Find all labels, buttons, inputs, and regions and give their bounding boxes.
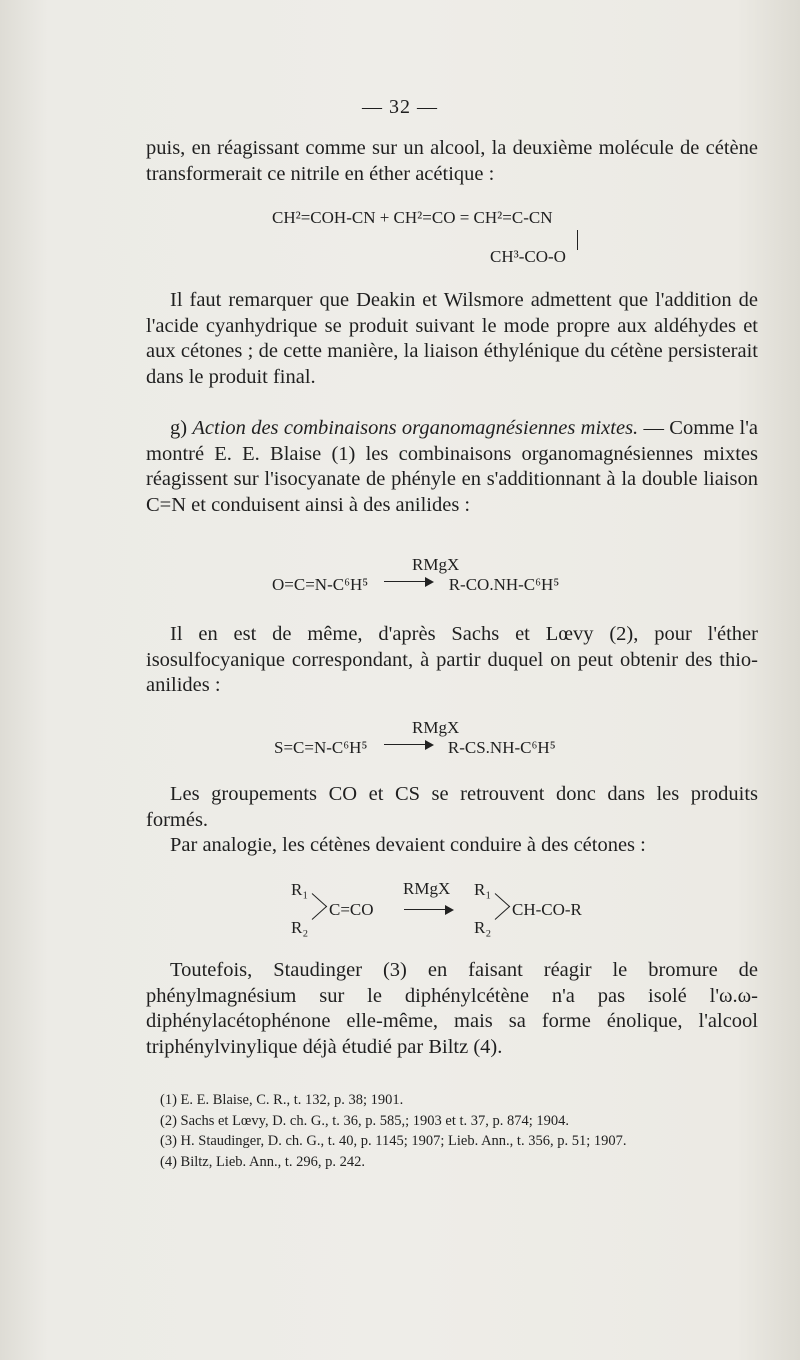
formula-1-bond-line — [577, 230, 578, 250]
formula-1-equation: CH²=COH-CN + CH²=CO = CH²=C-CN — [272, 208, 553, 227]
footnote-1: (1) E. E. Blaise, C. R., t. 132, p. 38; 1901. — [160, 1092, 404, 1108]
reaction-arrow-icon — [384, 740, 434, 750]
formula-2-left: O=C=N-C⁶H⁵ — [272, 575, 369, 594]
formula-4-bond-lower-left — [312, 906, 328, 920]
formula-4-bond-upper-right — [495, 893, 511, 907]
section-body: — Comme l'a montré E. E. Blaise (1) les combinaisons organomagnésiennes mixtes réagissent sur l'isocyanate de phényle en s'additionnant à la double liaison C=N et conduisent ainsi à des anilides : — [146, 417, 758, 516]
footnote-3: (3) H. Staudinger, D. ch. G., t. 40, p. 1145; 1907; Lieb. Ann., t. 356, p. 51; 1907. — [160, 1133, 627, 1149]
paragraph-7 — [146, 958, 758, 1060]
reaction-arrow-icon — [384, 577, 434, 587]
paragraph-4 — [146, 622, 758, 699]
formula-1-substituent — [490, 247, 566, 267]
reaction-arrow-icon — [404, 905, 454, 915]
page-number: — 32 — — [362, 96, 438, 118]
paragraph-2 — [146, 288, 758, 390]
formula-4-left: C=CO — [329, 900, 374, 919]
formula-3-reagent: RMgX — [412, 718, 460, 737]
paragraph-3 — [146, 416, 758, 518]
paragraph-3-text — [146, 416, 758, 518]
paragraph-1-text: puis, en réagissant comme sur un alcool, la deuxième molécule de cétène transformerait ce nitrile en éther acétique : — [146, 137, 758, 185]
footnote-4: (4) Biltz, Lieb. Ann., t. 296, p. 242. — [160, 1153, 365, 1170]
formula-4-r2-left: R₂ — [291, 918, 309, 937]
formula-4-r2-right: R₂ — [474, 918, 492, 937]
section-title: Action des combinaisons organomagnésiennes mixtes. — [192, 417, 639, 439]
paragraph-5-text: Les groupements CO et CS se retrouvent donc dans les produits formés. — [146, 783, 758, 831]
section-label: g) — [170, 417, 188, 439]
formula-4-reagent: RMgX — [403, 879, 451, 898]
formula-4-right: CH-CO-R — [512, 900, 582, 919]
paragraph-6-text: Par analogie, les cétènes devaient conduire à des cétones : — [170, 834, 646, 856]
formula-cetene-nitrile — [272, 208, 552, 228]
formula-4-bond-lower-right — [495, 906, 511, 920]
paragraph-5 — [146, 782, 758, 859]
footnotes — [146, 1090, 758, 1172]
formula-isothiocyanate — [274, 738, 556, 758]
formula-1-bottom: CH³-CO-O — [490, 247, 566, 266]
formula-4-r1-left: R₁ — [291, 880, 309, 899]
formula-3-right: R-CS.NH-C⁶H⁵ — [447, 738, 556, 757]
formula-4-r1-right: R₁ — [474, 880, 492, 899]
formula-4-bond-upper-left — [312, 893, 328, 907]
paragraph-4-text: Il en est de même, d'après Sachs et Lœvy (2), pour l'éther isosulfocyanique correspondant, à partir duquel on peut obtenir des thio-anilides : — [146, 623, 758, 696]
formula-2-reagent: RMgX — [412, 555, 460, 574]
formula-3-left: S=C=N-C⁶H⁵ — [274, 738, 368, 757]
paragraph-1 — [146, 136, 758, 187]
formula-2-right: R-CO.NH-C⁶H⁵ — [448, 575, 560, 594]
footnote-2: (2) Sachs et Lœvy, D. ch. G., t. 36, p. 585,; 1903 et t. 37, p. 874; 1904. — [160, 1112, 570, 1129]
formula-isocyanate — [272, 575, 559, 595]
paragraph-2-text: Il faut remarquer que Deakin et Wilsmore admettent que l'addition de l'acide cyanhydrique se produit suivant le mode propre aux aldéhydes et aux cétones ; de cette manière, la liaison éthylénique du cétène persisterait dans le produit final. — [146, 289, 758, 388]
paragraph-7-text: Toutefois, Staudinger (3) en faisant réagir le bromure de phénylmagnésium sur le diphénylcétène n'a pas isolé l'ω.ω-diphénylacétophénone elle-même, mais sa forme énolique, l'alcool triphénylvinylique déjà étudié par Biltz (4). — [146, 959, 758, 1058]
